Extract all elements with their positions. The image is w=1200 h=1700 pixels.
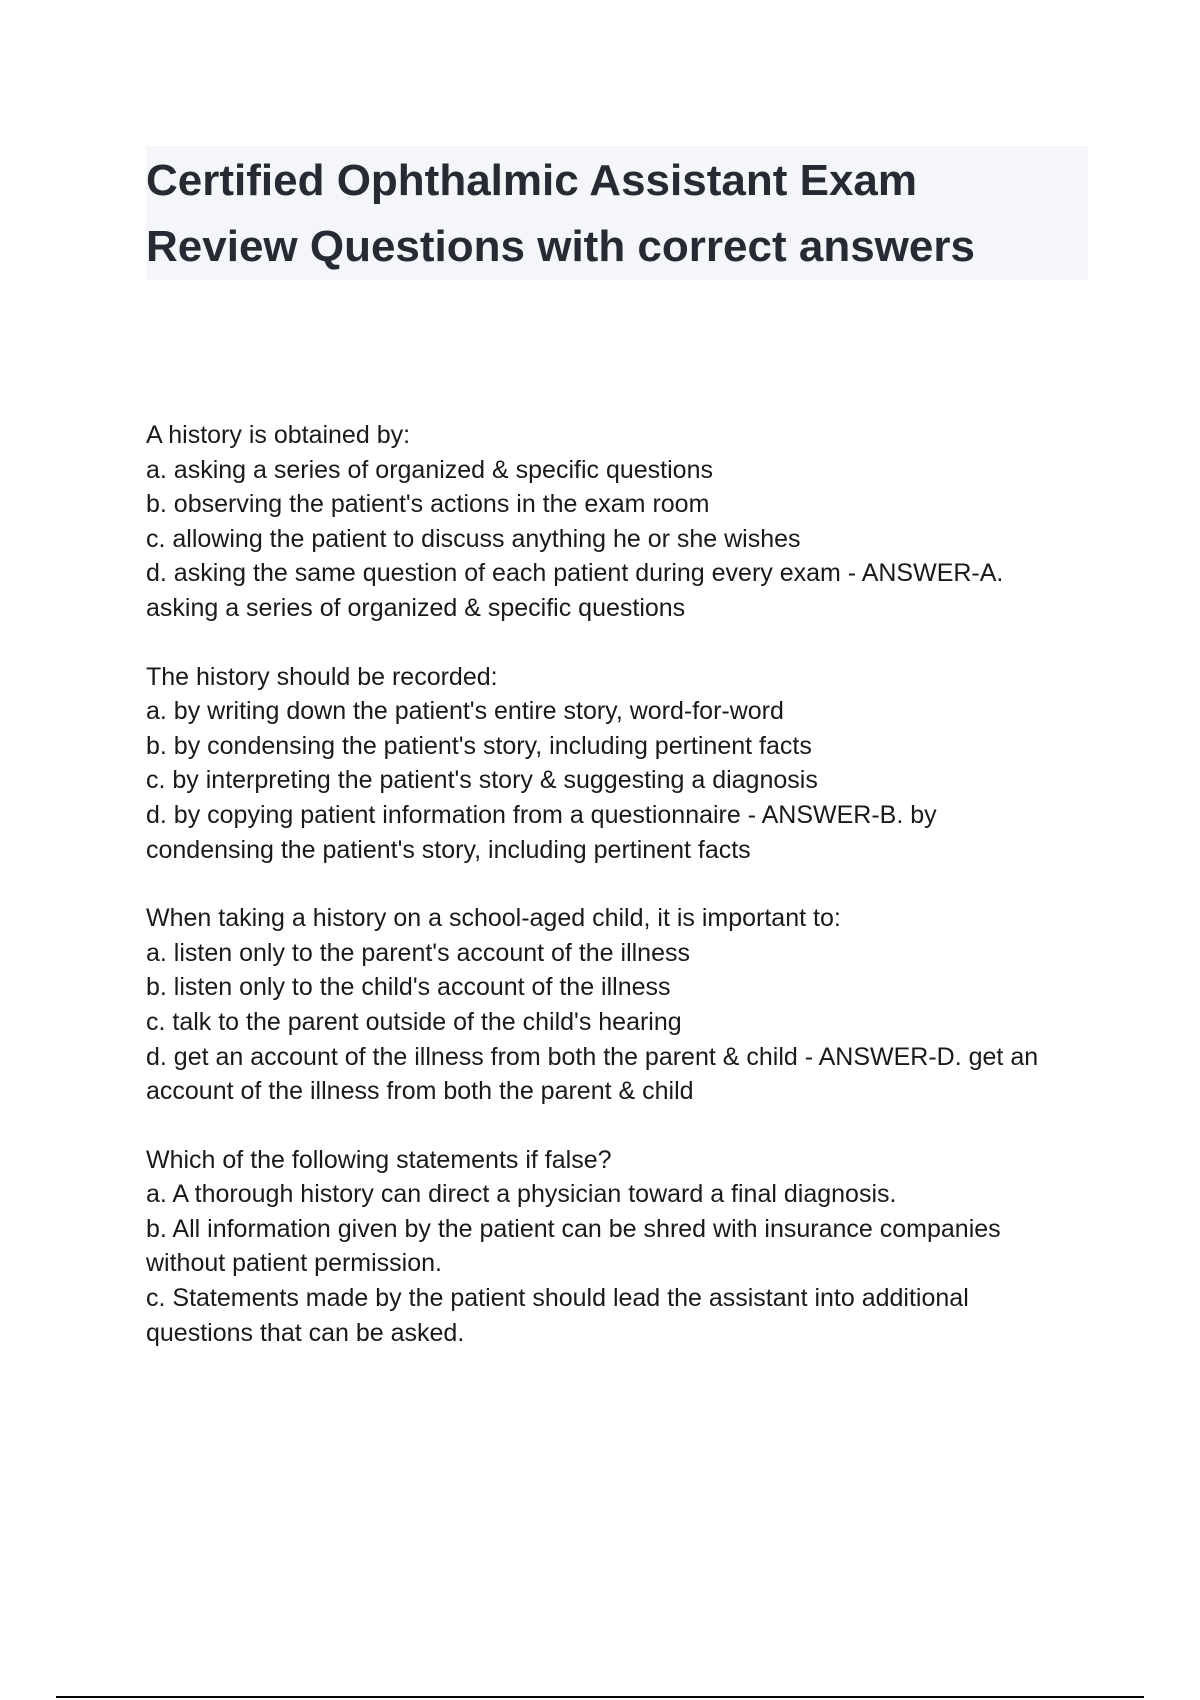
answer-continuation: asking a series of organized & specific questions bbox=[146, 593, 686, 622]
question-block-4 bbox=[146, 1143, 1086, 1351]
question-text: Which of the following statements if false? bbox=[146, 1145, 612, 1174]
question-block-2 bbox=[146, 660, 1086, 868]
option-b: b. by condensing the patient's story, including pertinent facts bbox=[146, 731, 812, 760]
option-b: b. All information given by the patient can be shred with insurance companies bbox=[146, 1214, 1001, 1243]
option-a: a. asking a series of organized & specific questions bbox=[146, 455, 713, 484]
document-title bbox=[146, 146, 1088, 280]
option-c: c. Statements made by the patient should lead the assistant into additional bbox=[146, 1284, 969, 1313]
option-a: a. by writing down the patient's entire story, word-for-word bbox=[146, 697, 784, 726]
option-c: c. by interpreting the patient's story & suggesting a diagnosis bbox=[146, 766, 818, 795]
option-d-with-answer: d. by copying patient information from a questionnaire - ANSWER-B. by bbox=[146, 800, 937, 829]
answer-continuation: condensing the patient's story, including pertinent facts bbox=[146, 835, 751, 864]
option-b: b. listen only to the child's account of the illness bbox=[146, 973, 671, 1002]
option-c: c. allowing the patient to discuss anything he or she wishes bbox=[146, 524, 801, 553]
document-body bbox=[146, 418, 1086, 1384]
option-a: a. listen only to the parent's account of the illness bbox=[146, 938, 690, 967]
option-d-with-answer: d. get an account of the illness from both the parent & child - ANSWER-D. get an bbox=[146, 1042, 1039, 1071]
question-text: When taking a history on a school-aged child, it is important to: bbox=[146, 904, 841, 933]
option-a: a. A thorough history can direct a physician toward a final diagnosis. bbox=[146, 1180, 897, 1209]
option-b: b. observing the patient's actions in the exam room bbox=[146, 490, 710, 519]
question-block-3 bbox=[146, 901, 1086, 1109]
page-bottom-rule bbox=[56, 1696, 1144, 1698]
title-line-2: Review Questions with correct answers bbox=[146, 222, 975, 271]
option-c-continuation: questions that can be asked. bbox=[146, 1318, 465, 1347]
question-text: A history is obtained by: bbox=[146, 421, 411, 449]
question-block-1 bbox=[146, 418, 1086, 626]
option-c: c. talk to the parent outside of the child's hearing bbox=[146, 1007, 682, 1036]
option-d-with-answer: d. asking the same question of each patient during every exam - ANSWER-A. bbox=[146, 559, 1004, 588]
answer-continuation: account of the illness from both the parent & child bbox=[146, 1077, 694, 1106]
option-b-continuation: without patient permission. bbox=[146, 1249, 442, 1278]
question-text: The history should be recorded: bbox=[146, 662, 498, 691]
title-line-1: Certified Ophthalmic Assistant Exam bbox=[146, 156, 918, 205]
